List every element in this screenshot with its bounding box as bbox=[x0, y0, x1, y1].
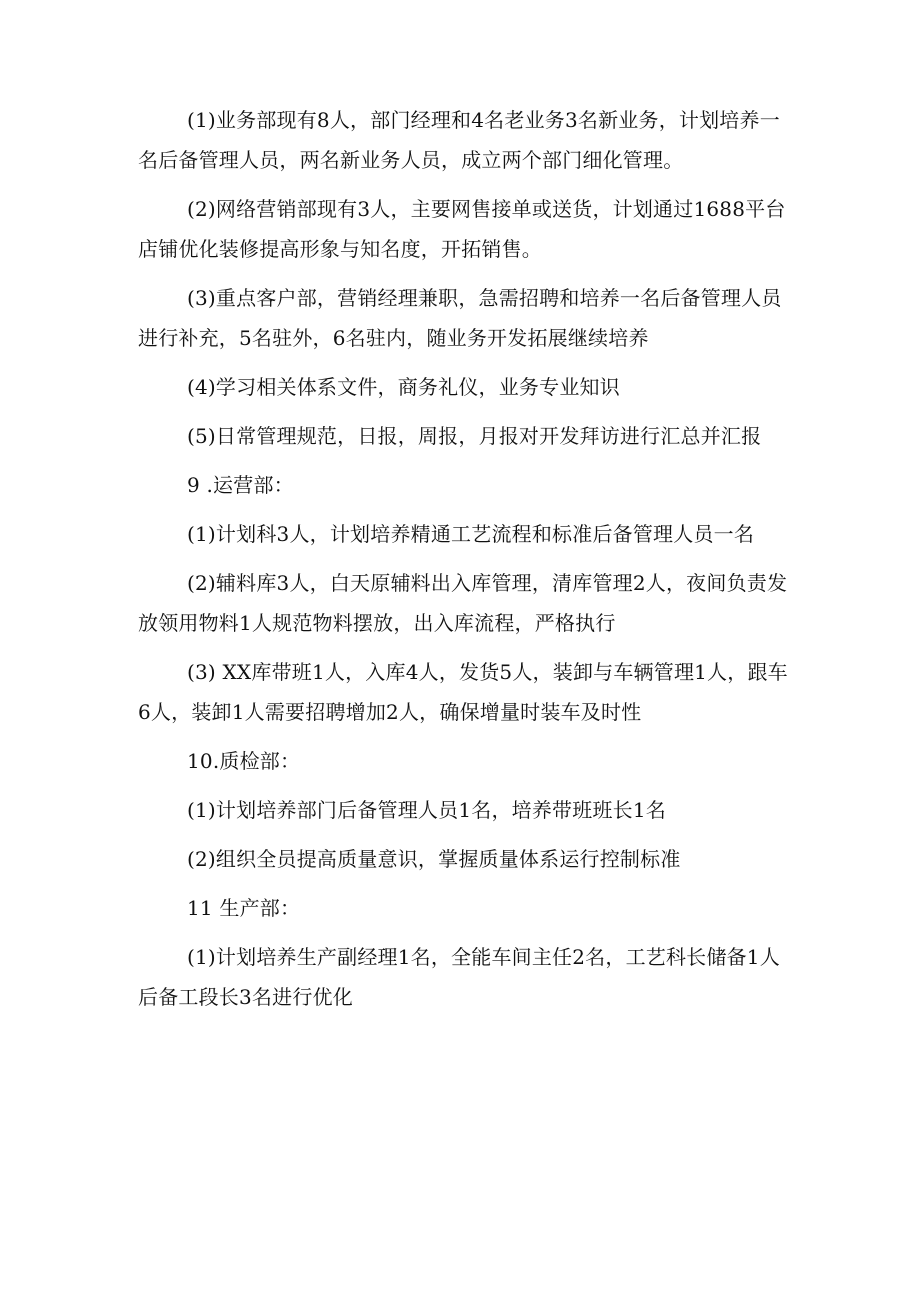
paragraph-daily-management: (5)日常管理规范，日报，周报，月报对开发拜访进行汇总并汇报 bbox=[187, 424, 762, 448]
document-body bbox=[138, 100, 788, 1026]
paragraph-planning-section: (1)计划科3人，计划培养精通工艺流程和标准后备管理人员一名 bbox=[187, 522, 755, 546]
paragraph-quality-training: (1)计划培养部门后备管理人员1名，培养带班班长1名 bbox=[187, 798, 666, 822]
heading-production-dept: 11 生产部： bbox=[187, 896, 301, 920]
paragraph-learning: (4)学习相关体系文件，商务礼仪，业务专业知识 bbox=[187, 375, 620, 399]
paragraph-materials-warehouse: (2)辅料库3人，白天原辅料出入库管理，清库管理2人，夜间负责发放领用物料1人规范物料摆放，出入库流程，严格执行 bbox=[138, 571, 788, 635]
heading-quality-dept: 10.质检部： bbox=[187, 749, 301, 773]
paragraph-online-marketing: (2)网络营销部现有3人，主要网售接单或送货，计划通过1688平台店铺优化装修提高形象与知名度，开拓销售。 bbox=[138, 197, 786, 261]
paragraph-sales-dept-1: (1)业务部现有8人，部门经理和4名老业务3名新业务，计划培养一名后备管理人员，两名新业务人员，成立两个部门细化管理。 bbox=[138, 108, 780, 172]
paragraph-production-training: (1)计划培养生产副经理1名，全能车间主任2名，工艺科长储备1人后备工段长3名进行优化 bbox=[138, 945, 780, 1009]
heading-operations-dept: 9 .运营部： bbox=[187, 473, 294, 497]
paragraph-key-accounts: (3)重点客户部，营销经理兼职，急需招聘和培养一名后备管理人员进行补充，5名驻外，6名驻内，随业务开发拓展继续培养 bbox=[138, 286, 782, 350]
paragraph-xx-warehouse: (3) XX库带班1人，入库4人，发货5人，装卸与车辆管理1人，跟车6人，装卸1人需要招聘增加2人，确保增量时装车及时性 bbox=[138, 660, 788, 724]
paragraph-quality-awareness: (2)组织全员提高质量意识，掌握质量体系运行控制标准 bbox=[187, 847, 681, 871]
